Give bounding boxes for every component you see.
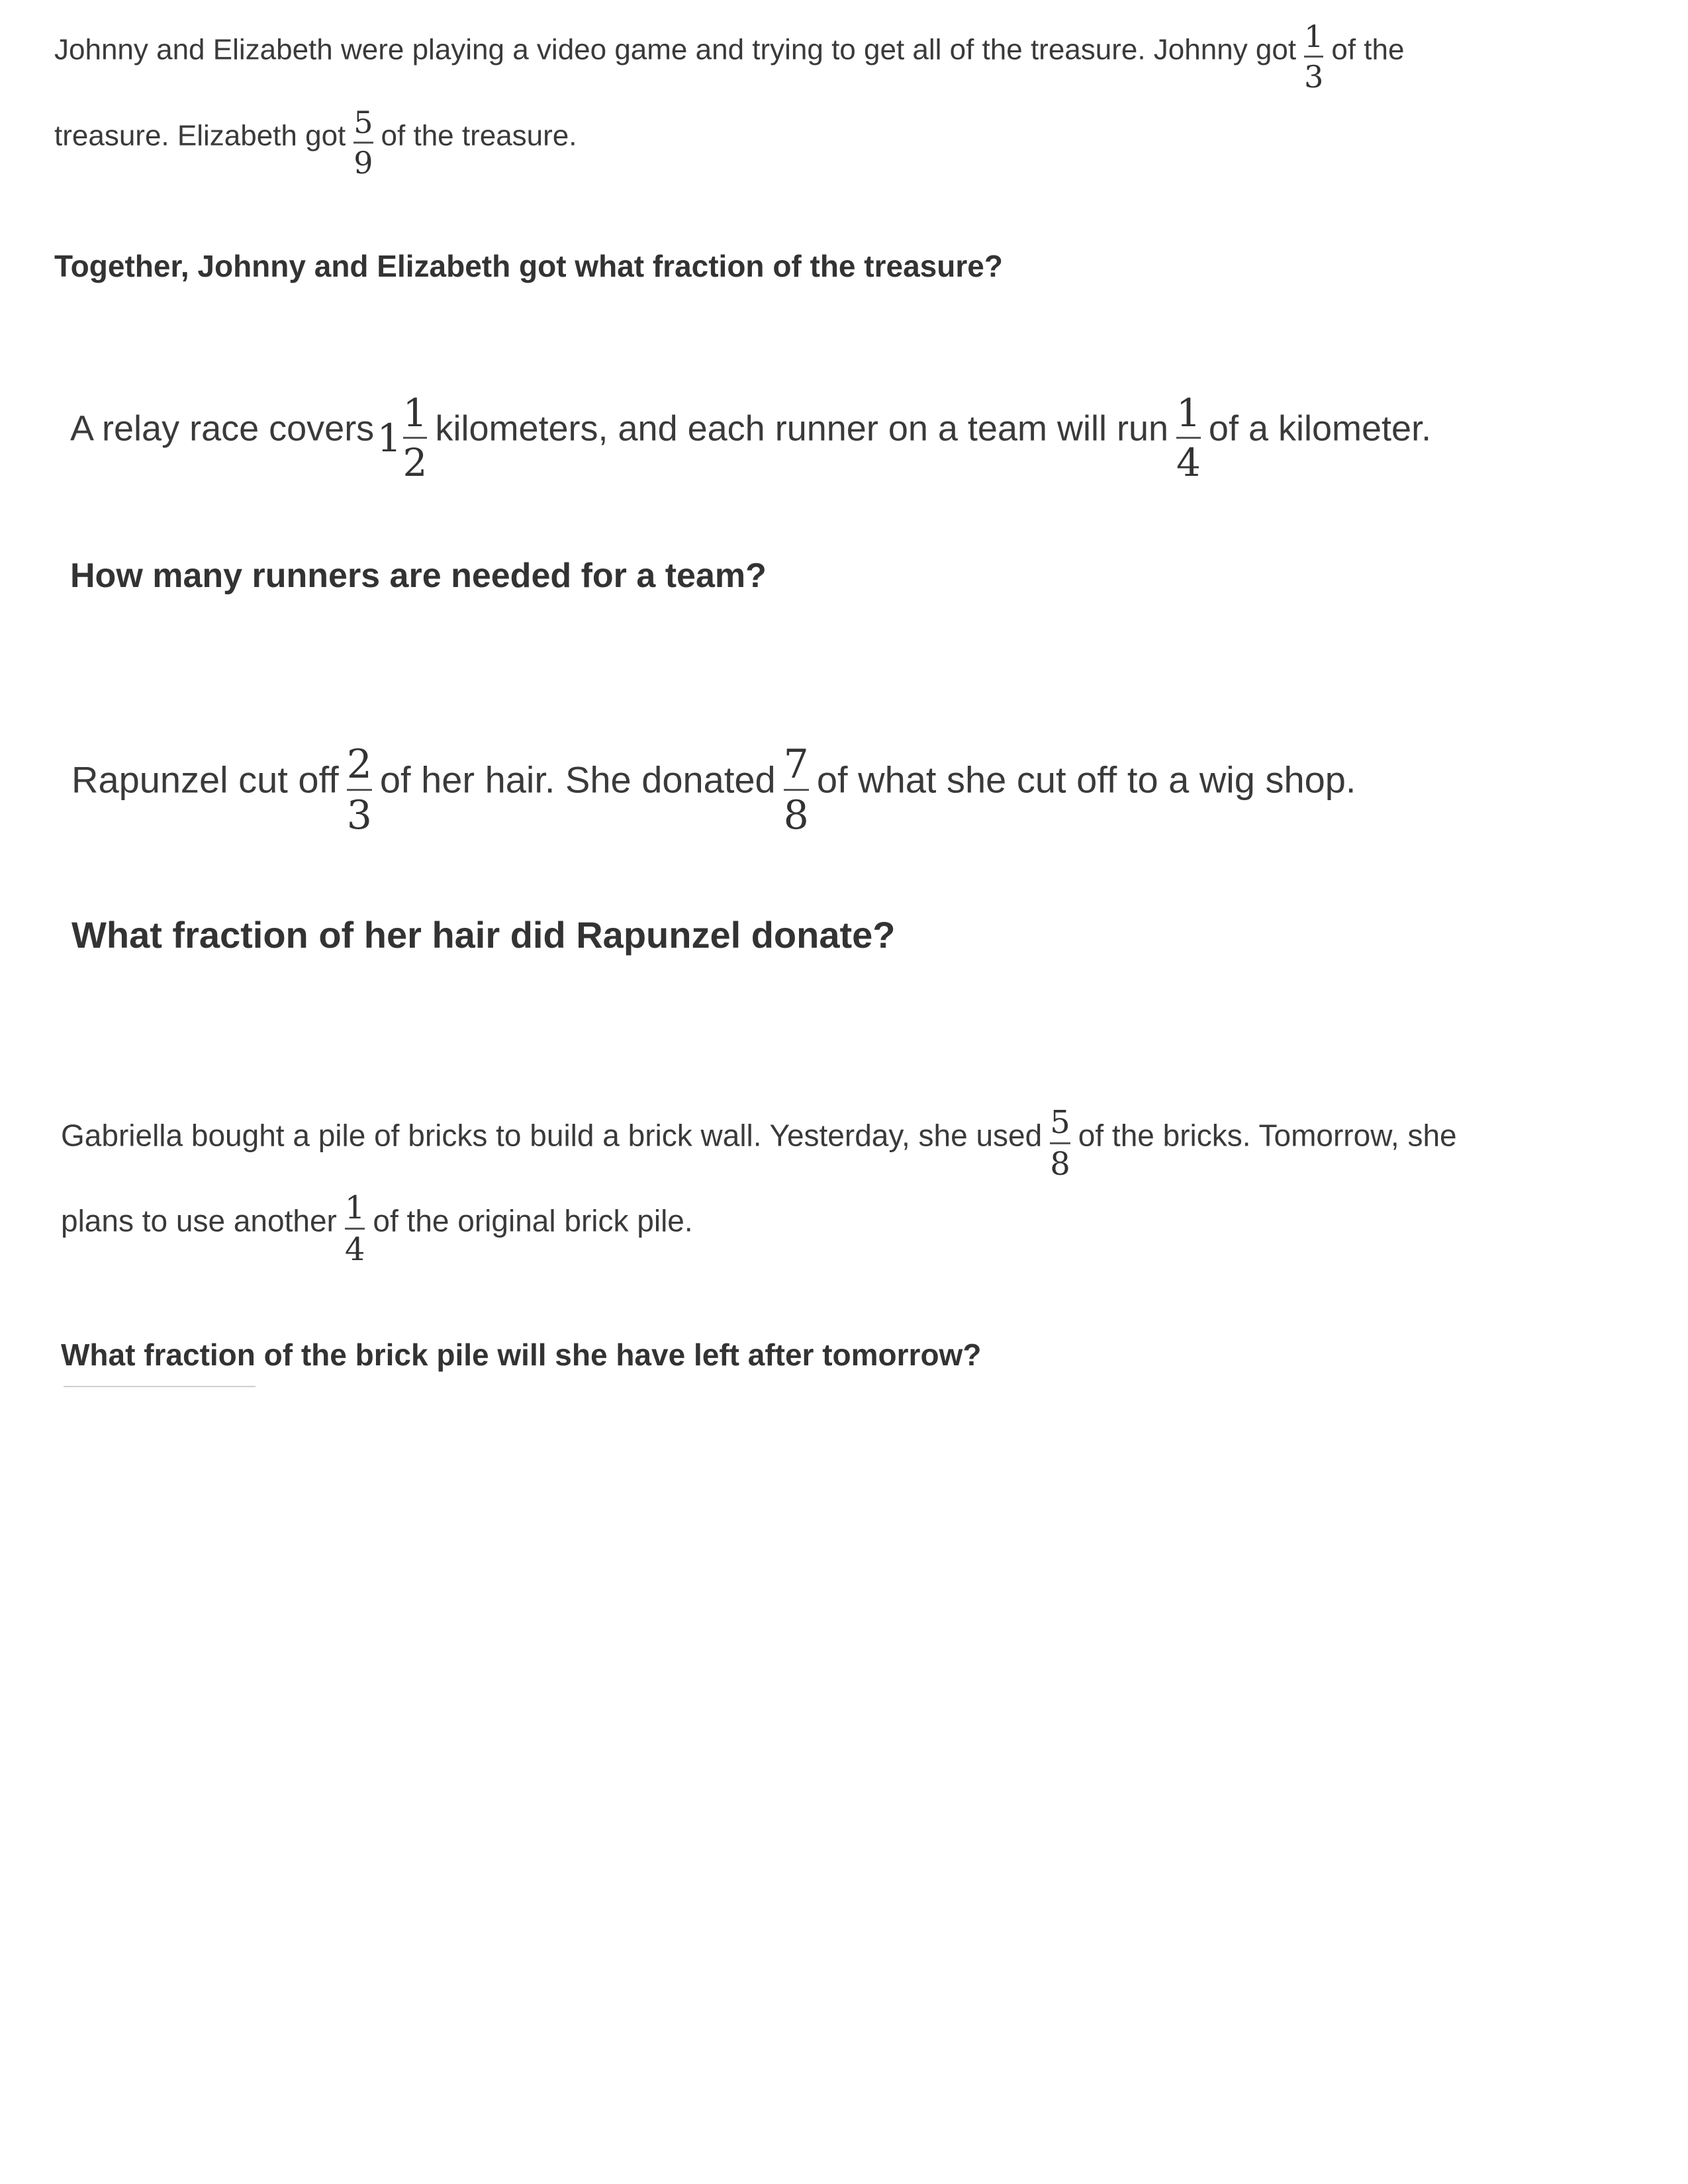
mixed-fraction: [403, 390, 428, 485]
problem-3-text: Rapunzel cut off: [71, 758, 339, 801]
problem-2-text: A relay race covers: [70, 408, 375, 449]
fraction-donated: [784, 741, 809, 839]
fraction-bar: [1050, 1142, 1070, 1144]
problem-4-text: of the original brick pile.: [373, 1203, 693, 1238]
problem-4-text: Gabriella bought a pile of bricks to build a brick wall. Yesterday, she used: [61, 1118, 1043, 1153]
fraction-bar: [784, 789, 809, 791]
fraction-bar: [345, 1228, 365, 1230]
fraction-numerator: 1: [1176, 390, 1201, 435]
fraction-yesterday: [1050, 1104, 1070, 1183]
mixed-number-race: [377, 390, 436, 485]
fraction-bar: [353, 142, 373, 144]
fraction-numerator: 1: [344, 1189, 365, 1226]
fraction-bar: [403, 437, 428, 439]
fraction-denominator: 3: [1304, 59, 1324, 95]
problem-1-text: of the treasure.: [381, 119, 577, 152]
fraction-tomorrow: [345, 1189, 365, 1268]
problem-4-text: of the bricks. Tomorrow, she: [1078, 1118, 1457, 1153]
problem-4-text: plans to use another: [61, 1203, 337, 1238]
fraction-denominator: 4: [344, 1231, 365, 1268]
problem-3-line: [71, 741, 1356, 839]
mixed-whole: 1: [377, 415, 402, 461]
fraction-denominator: 2: [402, 440, 428, 485]
fraction-runner: [1176, 390, 1201, 485]
fraction-numerator: 5: [353, 105, 373, 140]
fraction-numerator: 1: [402, 390, 428, 435]
fraction-denominator: 8: [783, 792, 809, 839]
fraction-denominator: 9: [353, 145, 373, 181]
fraction-denominator: 4: [1176, 440, 1201, 485]
fraction-numerator: 5: [1050, 1104, 1070, 1141]
fraction-elizabeth: [353, 105, 373, 181]
problem-2-question: How many runners are needed for a team?: [70, 557, 767, 595]
fraction-johnny: [1304, 19, 1323, 95]
fraction-bar: [347, 789, 372, 791]
problem-2-text: of a kilometer.: [1208, 408, 1432, 449]
fraction-numerator: 1: [1304, 19, 1324, 54]
answer-input-box[interactable]: [64, 1386, 256, 1387]
fraction-numerator: 2: [346, 741, 372, 788]
problem-3-text: of her hair. She donated: [379, 758, 776, 801]
fraction-bar: [1304, 56, 1323, 58]
fraction-denominator: 8: [1050, 1146, 1070, 1183]
fraction-numerator: 7: [783, 741, 809, 788]
fraction-denominator: 3: [346, 792, 372, 839]
problem-4-line-1: [61, 1104, 1457, 1183]
problem-4-line-2: [61, 1189, 693, 1268]
fraction-cut: [347, 741, 372, 839]
problem-1-line-1: [54, 19, 1404, 95]
problem-3-question: What fraction of her hair did Rapunzel donate?: [71, 914, 896, 956]
problem-2-text: kilometers, and each runner on a team will run: [435, 408, 1169, 449]
problem-1-text: Johnny and Elizabeth were playing a video game and trying to get all of the treasure. Johnny got: [54, 33, 1297, 66]
problem-1-text: treasure. Elizabeth got: [54, 119, 346, 152]
problem-4-question: What fraction of the brick pile will she have left after tomorrow?: [61, 1338, 982, 1372]
fraction-bar: [1176, 437, 1201, 439]
problem-1-line-2: [54, 105, 577, 181]
problem-1-question: Together, Johnny and Elizabeth got what fraction of the treasure?: [54, 249, 1003, 283]
problem-3-text: of what she cut off to a wig shop.: [816, 758, 1356, 801]
problem-1-text: of the: [1331, 33, 1405, 66]
problem-2-line: [70, 390, 1431, 485]
